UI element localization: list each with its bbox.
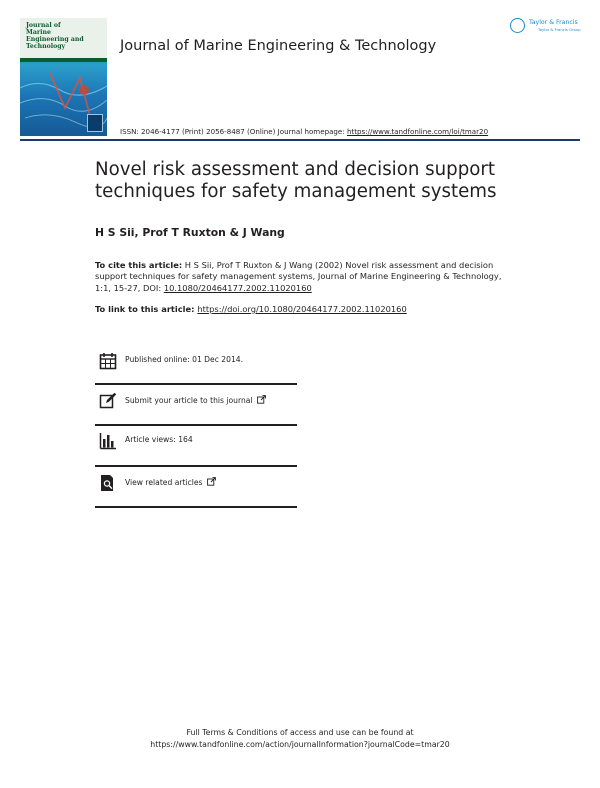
terms-url[interactable]: https://www.tandfonline.com/action/journalInformation?journalCode=tmar20 bbox=[150, 739, 450, 749]
citation-block bbox=[95, 260, 515, 294]
document-search-icon bbox=[99, 474, 117, 492]
info-divider bbox=[95, 465, 297, 467]
citation-text: H S Sii, Prof T Ruxton & J Wang (2002) Novel risk assessment and decision support techniques for safety management systems, Journal of Marine Engineering & Technology, 1:1, 15-27, DOI: bbox=[95, 260, 502, 293]
journal-cover-image bbox=[20, 18, 107, 136]
terms-text: Full Terms & Conditions of access and use can be found at bbox=[186, 728, 414, 737]
related-articles-link[interactable]: View related articles bbox=[125, 477, 216, 487]
cover-logo bbox=[87, 114, 103, 132]
bar-chart-icon bbox=[99, 432, 117, 450]
info-divider bbox=[95, 506, 297, 508]
issn-line: ISSN: 2046-4177 (Print) 2056-8487 (Online) Journal homepage: https://www.tandfonline.com/loi/tmar20 bbox=[120, 127, 489, 136]
header-divider bbox=[20, 139, 580, 141]
submit-article-link[interactable]: Submit your article to this journal bbox=[125, 395, 266, 405]
citation-label: To cite this article: bbox=[95, 260, 183, 270]
published-online-row bbox=[95, 352, 297, 392]
journal-title: Journal of Marine Engineering & Technology bbox=[120, 38, 437, 54]
info-divider bbox=[95, 424, 297, 426]
related-articles-row[interactable] bbox=[95, 474, 297, 514]
publisher-subname: Taylor & Francis Group bbox=[538, 27, 581, 32]
calendar-icon bbox=[99, 352, 117, 370]
link-label: To link to this article: bbox=[95, 304, 198, 314]
info-divider bbox=[95, 383, 297, 385]
external-link-icon bbox=[207, 477, 216, 486]
edit-icon bbox=[99, 392, 117, 410]
publisher-name: Taylor & Francis bbox=[529, 19, 578, 26]
doi-link[interactable]: 10.1080/20464177.2002.11020160 bbox=[163, 282, 312, 293]
published-date: Published online: 01 Dec 2014. bbox=[125, 355, 244, 364]
publisher-logo bbox=[510, 16, 582, 38]
external-link-icon bbox=[257, 395, 266, 404]
article-views: Article views: 164 bbox=[125, 435, 193, 444]
terms-footer bbox=[100, 727, 500, 750]
article-title: Novel risk assessment and decision support techniques for safety management systems bbox=[95, 159, 497, 202]
journal-homepage-link[interactable]: https://www.tandfonline.com/loi/tmar20 bbox=[346, 127, 489, 136]
link-block bbox=[95, 304, 515, 314]
article-doi-url[interactable]: https://doi.org/10.1080/20464177.2002.11020160 bbox=[197, 304, 407, 314]
publisher-logo-icon bbox=[510, 18, 525, 33]
cover-title: Journal of Marine Engineering and Technology bbox=[26, 22, 84, 50]
article-authors: H S Sii, Prof T Ruxton & J Wang bbox=[95, 226, 285, 239]
submit-article-row[interactable] bbox=[95, 392, 297, 432]
